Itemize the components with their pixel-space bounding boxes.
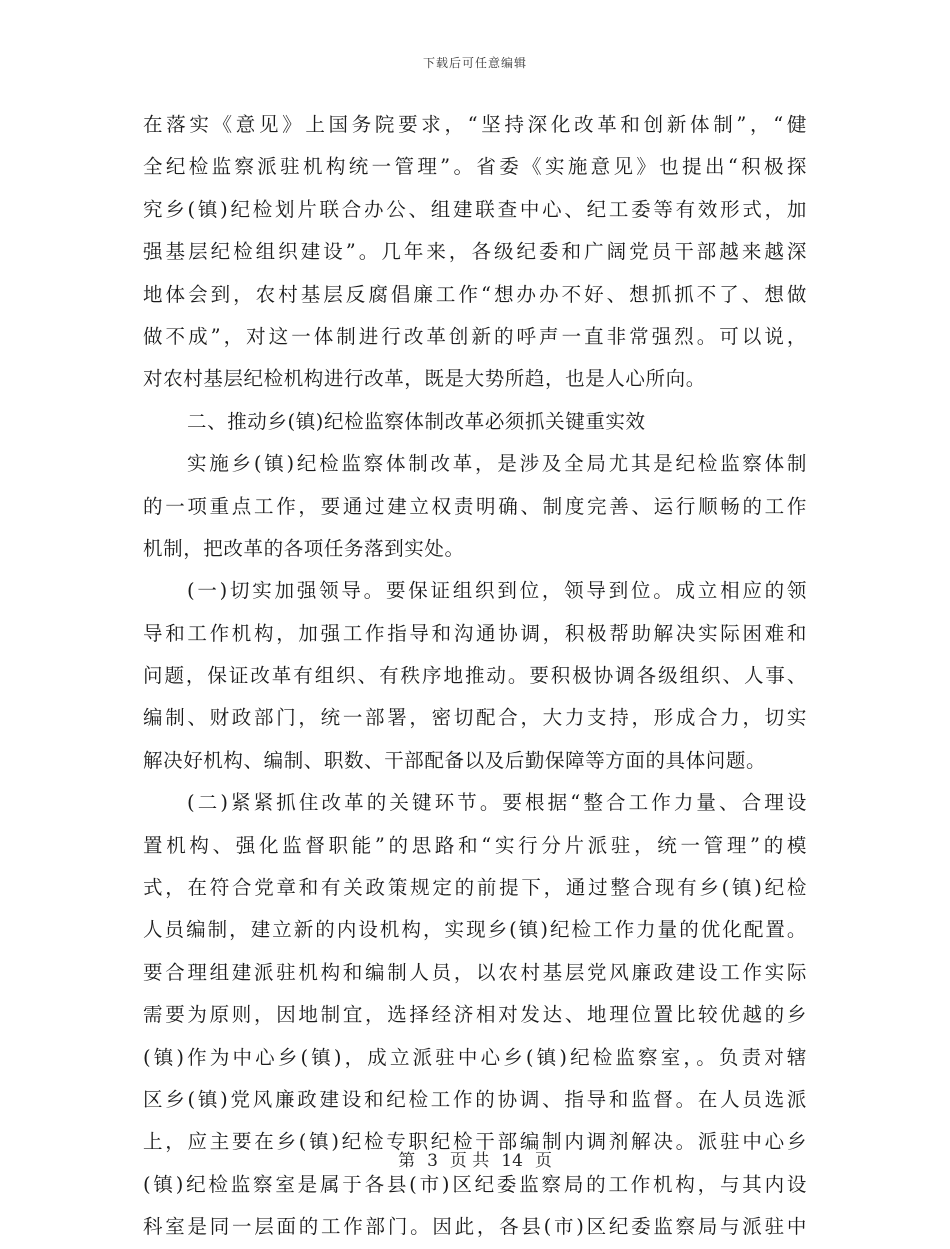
body-line: 区乡(镇)党风廉政建设和纪检工作的协调、指导和监督。在人员选派 — [143, 1087, 807, 1111]
body-line: 实施乡(镇)纪检监察体制改革，是涉及全局尤其是纪检监察体制 — [187, 452, 807, 476]
body-line: 需要为原则，因地制宜，选择经济相对发达、地理位置比较优越的乡 — [143, 1003, 807, 1027]
body-line: 在落实《意见》上国务院要求，“坚持深化改革和创新体制”，“健 — [143, 113, 807, 136]
page-number-suffix: 页 — [534, 1151, 552, 1171]
body-line: 导和工作机构，加强工作指导和沟通协调，积极帮助解决实际困难和 — [143, 621, 807, 645]
body-line: 置机构、强化监督职能”的思路和“实行分片派驻，统一管理”的模 — [143, 833, 807, 857]
body-line: 强基层纪检组织建设”。几年来，各级纪委和广阔党员干部越来越深 — [143, 240, 807, 264]
body-line: (镇)作为中心乡(镇)，成立派驻中心乡(镇)纪检监察室，。负责对辖 — [143, 1045, 807, 1069]
body-line: 编制、财政部门，统一部署，密切配合，大力支持，形成合力，切实 — [143, 706, 807, 730]
body-line: 对农村基层纪检机构进行改革，既是大势所趋，也是人心所向。 — [143, 367, 706, 391]
body-line: 要合理组建派驻机构和编制人员，以农村基层党风廉政建设工作实际 — [143, 960, 807, 984]
body-line: 全纪检监察派驻机构统一管理”。省委《实施意见》也提出“积极探 — [143, 155, 807, 179]
page-footer — [0, 1146, 950, 1171]
body-line: 解决好机构、编制、职数、干部配备以及后勤保障等方面的具体问题。 — [143, 748, 767, 772]
body-line: (一)切实加强领导。要保证组织到位，领导到位。成立相应的领 — [187, 579, 807, 603]
body-line: 人员编制，建立新的内设机构，实现乡(镇)纪检工作力量的优化配置。 — [143, 918, 807, 942]
page-number-prefix: 第 — [398, 1151, 416, 1171]
page-number-total: 14 — [501, 1151, 523, 1171]
body-line: 式，在符合党章和有关政策规定的前提下，通过整合现有乡(镇)纪检 — [143, 876, 807, 900]
document-body — [143, 104, 807, 1249]
page-header-note: 下载后可任意编辑 — [422, 56, 527, 70]
body-line: 机制，把改革的各项任务落到实处。 — [143, 536, 465, 560]
section-heading: 二、推动乡(镇)纪检监察体制改革必须抓关键重实效 — [187, 409, 646, 433]
body-line: 究乡(镇)纪检划片联合办公、组建联查中心、纪工委等有效形式，加 — [143, 197, 807, 221]
body-line: 问题，保证改革有组织、有秩序地推动。要积极协调各级组织、人事、 — [143, 664, 807, 688]
body-line: 的一项重点工作，要通过建立权责明确、制度完善、运行顺畅的工作 — [143, 494, 807, 518]
body-line: 地体会到，农村基层反腐倡廉工作“想办办不好、想抓抓不了、想做 — [143, 282, 807, 306]
body-line: 科室是同一层面的工作部门。因此，各县(市)区纪委监察局与派驻中 — [143, 1215, 807, 1239]
body-line: (镇)纪检监察室是属于各县(市)区纪委监察局的工作机构，与其内设 — [143, 1172, 807, 1196]
body-line: (二)紧紧抓住改革的关键环节。要根据“整合工作力量、合理设 — [187, 791, 807, 815]
body-line: 做不成”，对这一体制进行改革创新的呼声一直非常强烈。可以说， — [143, 324, 807, 348]
page-number-current: 3 — [427, 1151, 438, 1171]
page-number-middle: 页 共 — [449, 1151, 490, 1171]
body-line: 上，应主要在乡(镇)纪检专职纪检干部编制内调剂解决。派驻中心乡 — [143, 1130, 807, 1154]
